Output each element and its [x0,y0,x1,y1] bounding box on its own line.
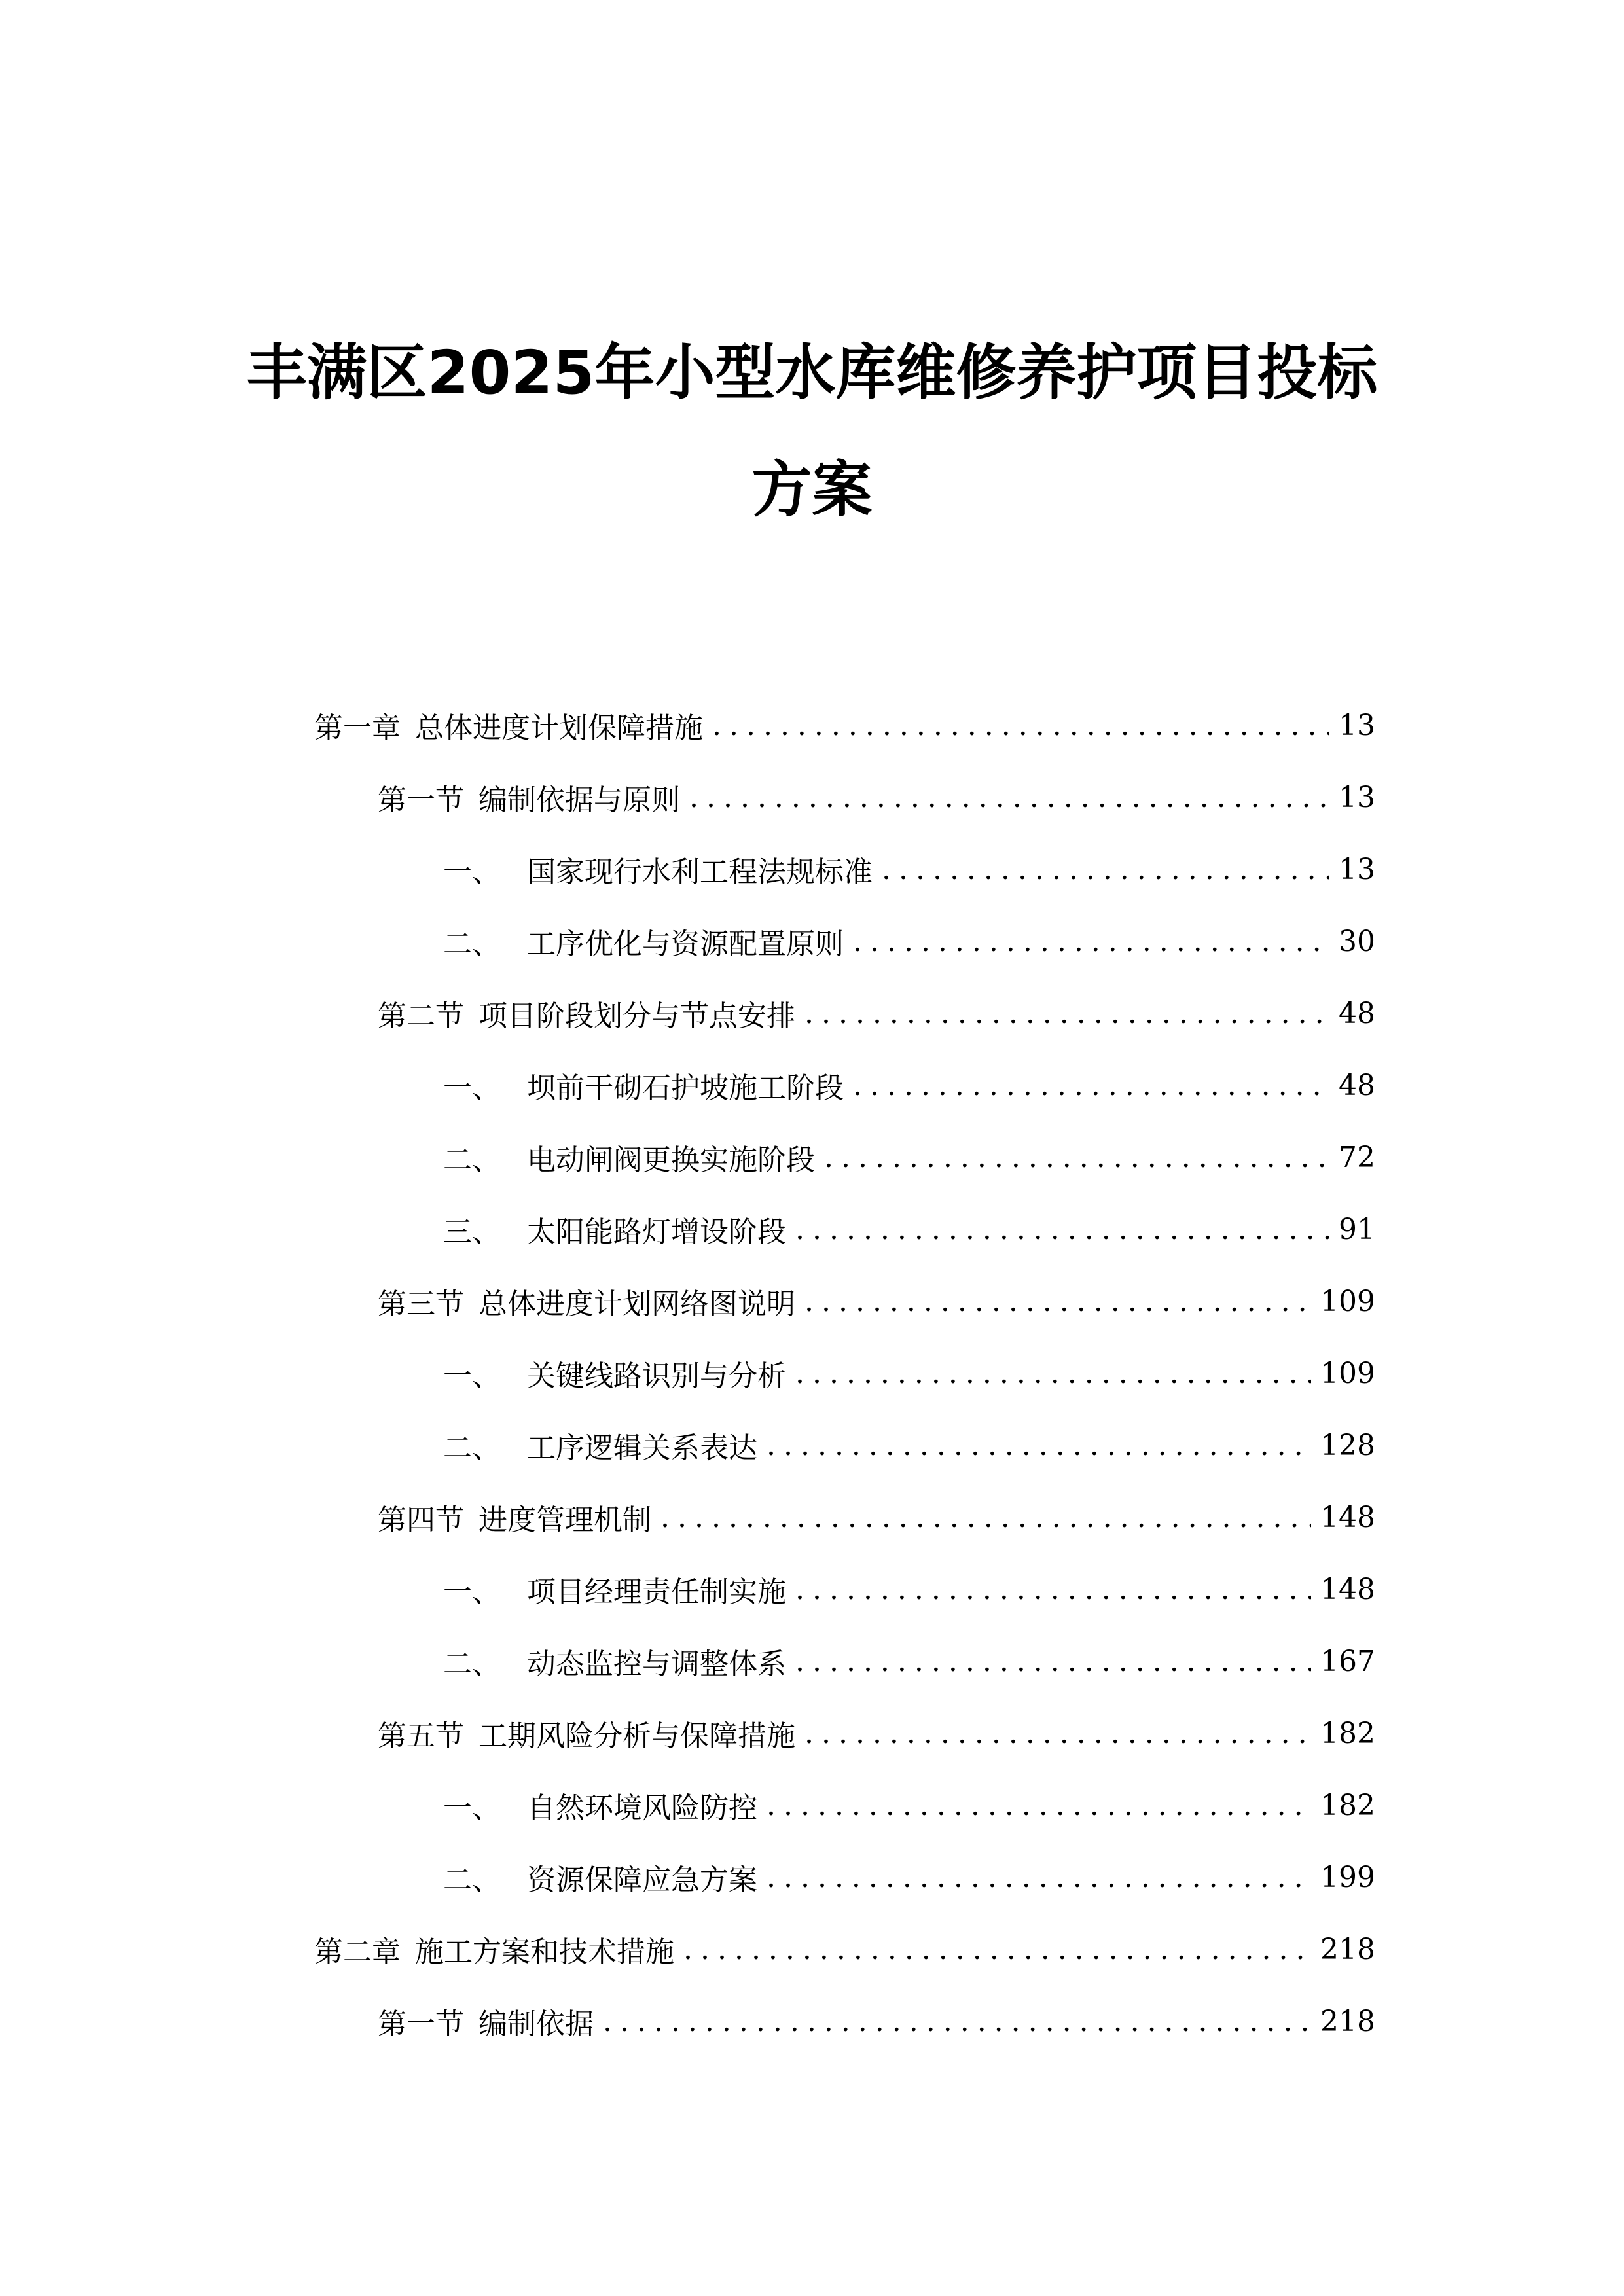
toc-entry-label: 项目阶段划分与节点安排 [478,999,795,1033]
toc-entry-number: 三、 [443,1215,501,1249]
dot-leader [853,925,1329,958]
toc-entry-label: 关键线路识别与分析 [527,1359,786,1393]
toc-entry[interactable] [443,850,1375,889]
toc-entry-page: 128 [1320,1428,1375,1462]
toc-entry-number: 一、 [443,1575,501,1609]
toc-entry-label: 工期风险分析与保障措施 [478,1719,795,1753]
toc-entry-number: 第二节 [378,999,464,1033]
toc-entry-number: 一、 [443,1071,501,1105]
toc-entry-page: 109 [1320,1356,1375,1390]
toc-entry-number: 第三节 [378,1287,464,1321]
toc-entry-page: 182 [1320,1788,1375,1822]
toc-entry-label: 总体进度计划网络图说明 [478,1287,795,1321]
toc-entry[interactable] [314,1929,1375,1969]
toc-entry-number: 第一章 [314,711,401,745]
dot-leader [795,1645,1311,1678]
document-title-line-1: 丰满区2025年小型水库维修养护项目投标 [246,338,1378,408]
toc-entry-label: 资源保障应急方案 [527,1863,757,1897]
toc-entry[interactable] [314,706,1375,745]
toc-entry-number: 二、 [443,1143,501,1177]
dot-leader [804,997,1329,1030]
toc-entry-label: 工序优化与资源配置原则 [527,927,844,961]
toc-entry[interactable] [443,1857,1375,1897]
toc-entry-number: 一、 [443,1791,501,1825]
document-title-line-2: 方案 [751,455,873,525]
dot-leader [795,1357,1311,1390]
dot-leader [804,1285,1311,1318]
toc-entry-number: 二、 [443,1431,501,1465]
toc-entry-number: 二、 [443,1863,501,1897]
toc-entry[interactable] [443,1210,1375,1249]
toc-entry-number: 一、 [443,855,501,889]
toc-entry[interactable] [378,1498,1375,1537]
toc-entry[interactable] [443,1641,1375,1681]
dot-leader [683,1933,1311,1966]
toc-entry[interactable] [443,1785,1375,1825]
toc-entry-number: 第五节 [378,1719,464,1753]
toc-entry-label: 太阳能路灯增设阶段 [527,1215,786,1249]
toc-entry-label: 坝前干砌石护坡施工阶段 [527,1071,844,1105]
dot-leader [767,1429,1311,1462]
dot-leader [767,1861,1311,1894]
toc-entry[interactable] [378,994,1375,1033]
toc-entry-label: 动态监控与调整体系 [527,1647,786,1681]
toc-entry[interactable] [378,778,1375,817]
toc-entry-page: 148 [1320,1500,1375,1534]
dot-leader [795,1213,1329,1246]
dot-leader [804,1717,1311,1750]
toc-entry[interactable] [443,1066,1375,1105]
toc-entry-label: 项目经理责任制实施 [527,1575,786,1609]
toc-entry-label: 工序逻辑关系表达 [527,1431,757,1465]
toc-entry[interactable] [443,1138,1375,1177]
toc-entry-number: 二、 [443,1647,501,1681]
toc-entry-label: 国家现行水利工程法规标准 [527,855,873,889]
toc-entry-page: 91 [1339,1212,1375,1246]
dot-leader [603,2005,1311,2038]
toc-entry-number: 二、 [443,927,501,961]
toc-entry-label: 自然环境风险防控 [527,1791,757,1825]
toc-entry-page: 148 [1320,1572,1375,1606]
toc-entry-label: 进度管理机制 [478,1503,651,1537]
toc-entry[interactable] [443,1426,1375,1465]
toc-entry[interactable] [443,1354,1375,1393]
toc-entry-page: 182 [1320,1716,1375,1750]
toc-entry-page: 13 [1339,708,1375,742]
dot-leader [767,1789,1311,1822]
toc-entry-number: 一、 [443,1359,501,1393]
toc-entry-page: 48 [1339,996,1375,1030]
dot-leader [712,709,1329,742]
toc-entry[interactable] [443,922,1375,961]
toc-entry-number: 第一节 [378,783,464,817]
toc-entry-label: 电动闸阀更换实施阶段 [527,1143,815,1177]
toc-entry-page: 30 [1339,924,1375,958]
toc-entry-page: 218 [1320,1932,1375,1966]
dot-leader [689,781,1329,814]
toc-entry-page: 167 [1320,1644,1375,1678]
dot-leader [660,1501,1311,1534]
toc-entry-page: 72 [1339,1140,1375,1174]
dot-leader [824,1141,1329,1174]
toc-entry-page: 13 [1339,852,1375,886]
toc-entry-number: 第一节 [378,2007,464,2041]
toc-entry[interactable] [378,1713,1375,1753]
toc-entry[interactable] [378,2001,1375,2041]
toc-entry[interactable] [443,1570,1375,1609]
toc-entry-number: 第四节 [378,1503,464,1537]
toc-entry-page: 199 [1320,1860,1375,1894]
toc-entry-page: 109 [1320,1284,1375,1318]
toc-entry-page: 48 [1339,1068,1375,1102]
toc-entry-label: 施工方案和技术措施 [415,1935,674,1969]
toc-entry-page: 218 [1320,2004,1375,2038]
dot-leader [882,853,1329,886]
toc-entry-label: 编制依据 [478,2007,594,2041]
dot-leader [853,1069,1329,1102]
toc-entry-label: 总体进度计划保障措施 [415,711,703,745]
toc-entry-number: 第二章 [314,1935,401,1969]
dot-leader [795,1573,1311,1606]
toc-entry-label: 编制依据与原则 [478,783,680,817]
toc-entry-page: 13 [1339,780,1375,814]
toc-entry[interactable] [378,1282,1375,1321]
